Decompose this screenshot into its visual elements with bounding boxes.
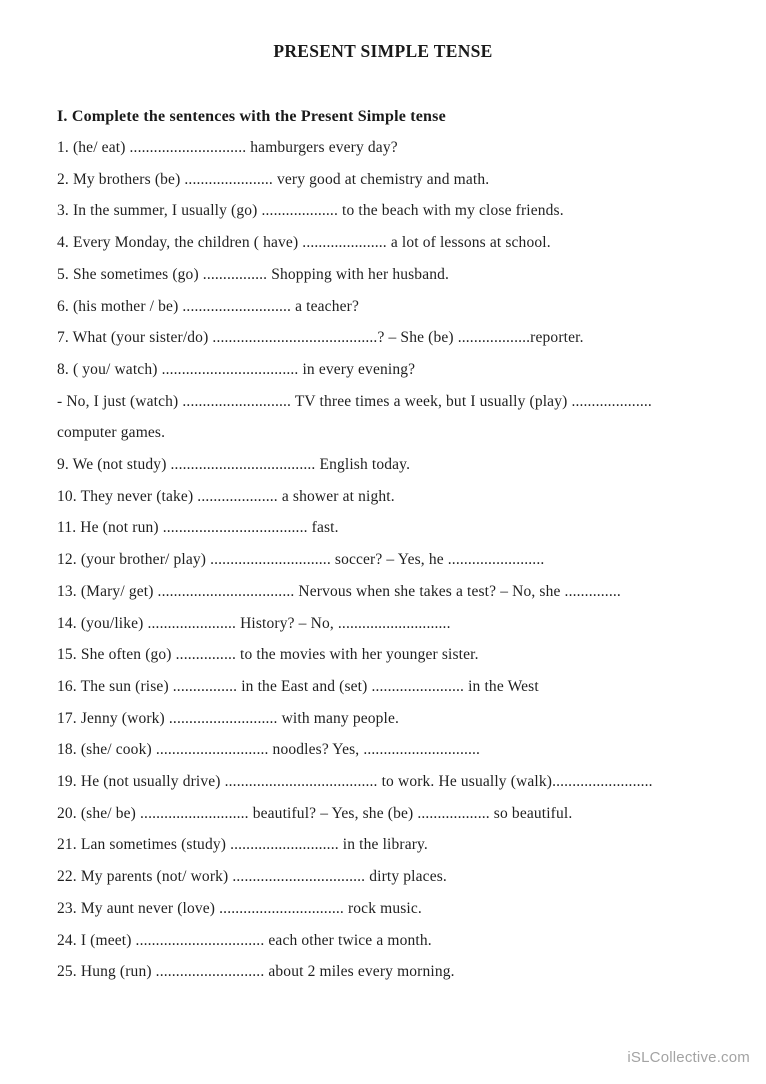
exercise-line: 6. (his mother / be) ........................... a teacher? [57, 297, 359, 315]
exercise-line: 20. (she/ be) ........................... beautiful? – Yes, she (be) .................. so beautiful. [57, 804, 573, 822]
exercise-line: 16. The sun (rise) ................ in the East and (set) ....................... in the West [57, 677, 539, 695]
exercise-line: 17. Jenny (work) ........................... with many people. [57, 709, 400, 727]
exercise-line: 3. In the summer, I usually (go) ................... to the beach with my close friends. [57, 202, 564, 220]
exercise-line: 12. (your brother/ play) .............................. soccer? – Yes, he ........................ [57, 551, 545, 569]
exercise-line: 24. I (meet) ................................ each other twice a month. [57, 931, 432, 949]
section-heading: I. Complete the sentences with the Present Simple tense [57, 108, 446, 125]
exercise-line: 25. Hung (run) ........................... about 2 miles every morning. [57, 963, 455, 981]
exercise-line: 2. My brothers (be) ...................... very good at chemistry and math. [57, 170, 490, 188]
exercise-line: 13. (Mary/ get) .................................. Nervous when she takes a test? – No, she .............. [57, 582, 621, 600]
exercise-line: 22. My parents (not/ work) ................................. dirty places. [57, 868, 447, 886]
exercise-line: 8. ( you/ watch) .................................. in every evening? [57, 360, 416, 378]
exercise-line: 23. My aunt never (love) ............................... rock music. [57, 899, 422, 917]
exercise-line: computer games. [57, 424, 166, 442]
exercise-line: 19. He (not usually drive) ...................................... to work. He usually (walk)......................... [57, 773, 653, 791]
exercise-line: 4. Every Monday, the children ( have) ..................... a lot of lessons at school. [57, 234, 551, 252]
exercise-line: 10. They never (take) .................... a shower at night. [57, 487, 395, 505]
exercise-line: 21. Lan sometimes (study) ........................... in the library. [57, 836, 428, 854]
exercise-line: 5. She sometimes (go) ................ Shopping with her husband. [57, 265, 450, 283]
watermark-text: iSLCollective.com [627, 1049, 750, 1066]
exercise-line: 7. What (your sister/do) .........................................? – She (be) ..................reporter. [57, 329, 584, 347]
exercise-line: 18. (she/ cook) ............................ noodles? Yes, ............................. [57, 741, 481, 759]
exercise-line: 9. We (not study) .................................... English today. [57, 456, 411, 474]
exercise-line: 11. He (not run) .................................... fast. [57, 519, 339, 537]
exercise-line: 1. (he/ eat) ............................. hamburgers every day? [57, 139, 398, 156]
exercise-line: - No, I just (watch) ........................... TV three times a week, but I usually (play) .................... [57, 392, 652, 410]
page-title: PRESENT SIMPLE TENSE [273, 41, 493, 61]
exercise-line: 14. (you/like) ...................... History? – No, ............................ [57, 614, 451, 632]
exercise-list [57, 132, 726, 988]
exercise-line: 15. She often (go) ............... to the movies with her younger sister. [57, 646, 479, 664]
